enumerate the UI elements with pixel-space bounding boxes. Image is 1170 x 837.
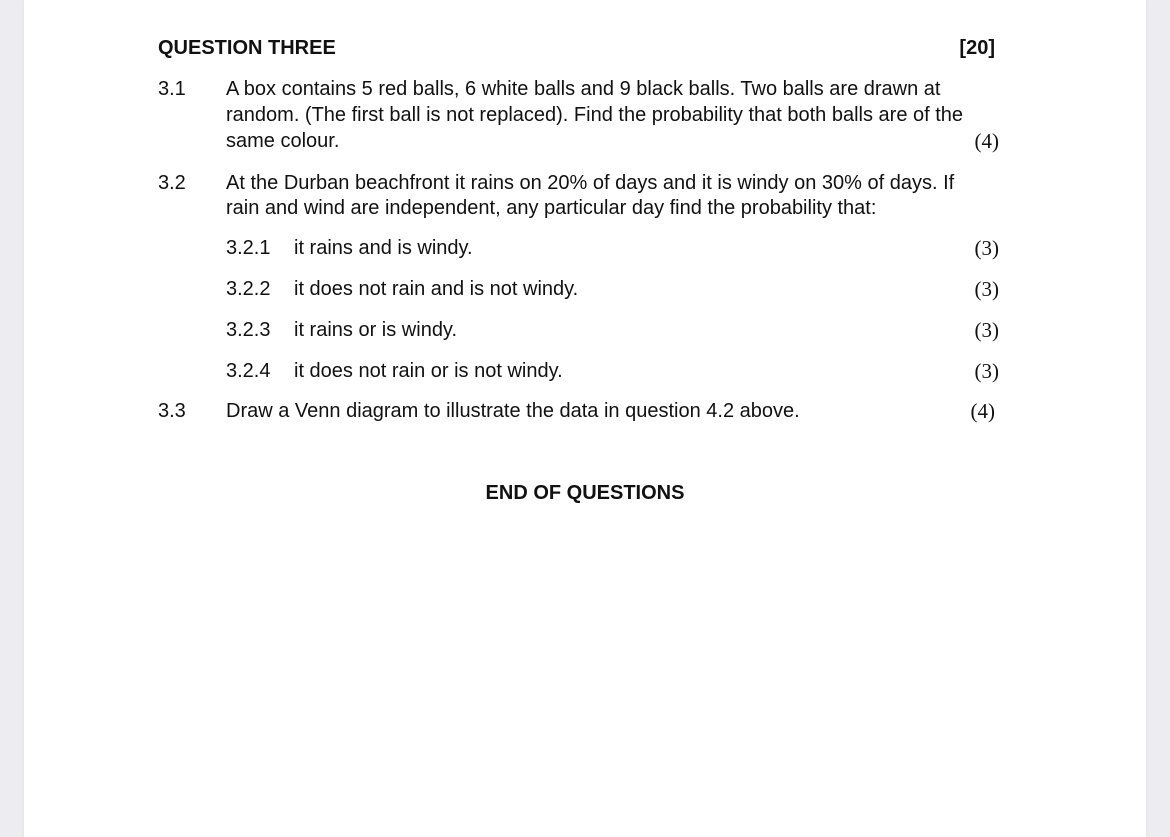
question-title: QUESTION THREE xyxy=(158,37,336,59)
q3-2-1-number: 3.2.1 xyxy=(226,237,271,259)
q3-3-marks: (4) xyxy=(970,399,995,423)
q3-2-2-marks: (3) xyxy=(974,277,999,301)
q3-2-2-number: 3.2.2 xyxy=(226,278,271,300)
q3-1-text-line-3: same colour. xyxy=(226,130,340,152)
q3-2-4-marks: (3) xyxy=(974,359,999,383)
q3-2-1-text: it rains and is windy. xyxy=(294,237,473,259)
q3-2-number: 3.2 xyxy=(158,172,186,194)
q3-2-3-marks: (3) xyxy=(974,318,999,342)
q3-2-text-line-2: rain and wind are independent, any particular day find the probability that: xyxy=(226,197,877,219)
q3-2-2-text: it does not rain and is not windy. xyxy=(294,278,579,300)
q3-2-3-number: 3.2.3 xyxy=(226,319,271,341)
q3-3-number: 3.3 xyxy=(158,400,186,422)
question-total-marks: [20] xyxy=(959,37,995,59)
document-page xyxy=(24,0,1146,837)
q3-3-text: Draw a Venn diagram to illustrate the data in question 4.2 above. xyxy=(226,400,800,422)
end-of-questions: END OF QUESTIONS xyxy=(485,482,685,504)
q3-2-1-marks: (3) xyxy=(974,236,999,260)
q3-1-text-line-1: A box contains 5 red balls, 6 white balls and 9 black balls. Two balls are drawn at xyxy=(226,78,941,100)
q3-1-number: 3.1 xyxy=(158,78,186,100)
q3-1-marks: (4) xyxy=(974,129,999,153)
q3-2-3-text: it rains or is windy. xyxy=(294,319,458,341)
q3-2-4-text: it does not rain or is not windy. xyxy=(294,360,563,382)
q3-2-text-line-1: At the Durban beachfront it rains on 20% of days and it is windy on 30% of days. If xyxy=(226,172,955,194)
q3-2-4-number: 3.2.4 xyxy=(226,360,271,382)
q3-1-text-line-2: random. (The first ball is not replaced). Find the probability that both balls are of the xyxy=(226,104,964,126)
